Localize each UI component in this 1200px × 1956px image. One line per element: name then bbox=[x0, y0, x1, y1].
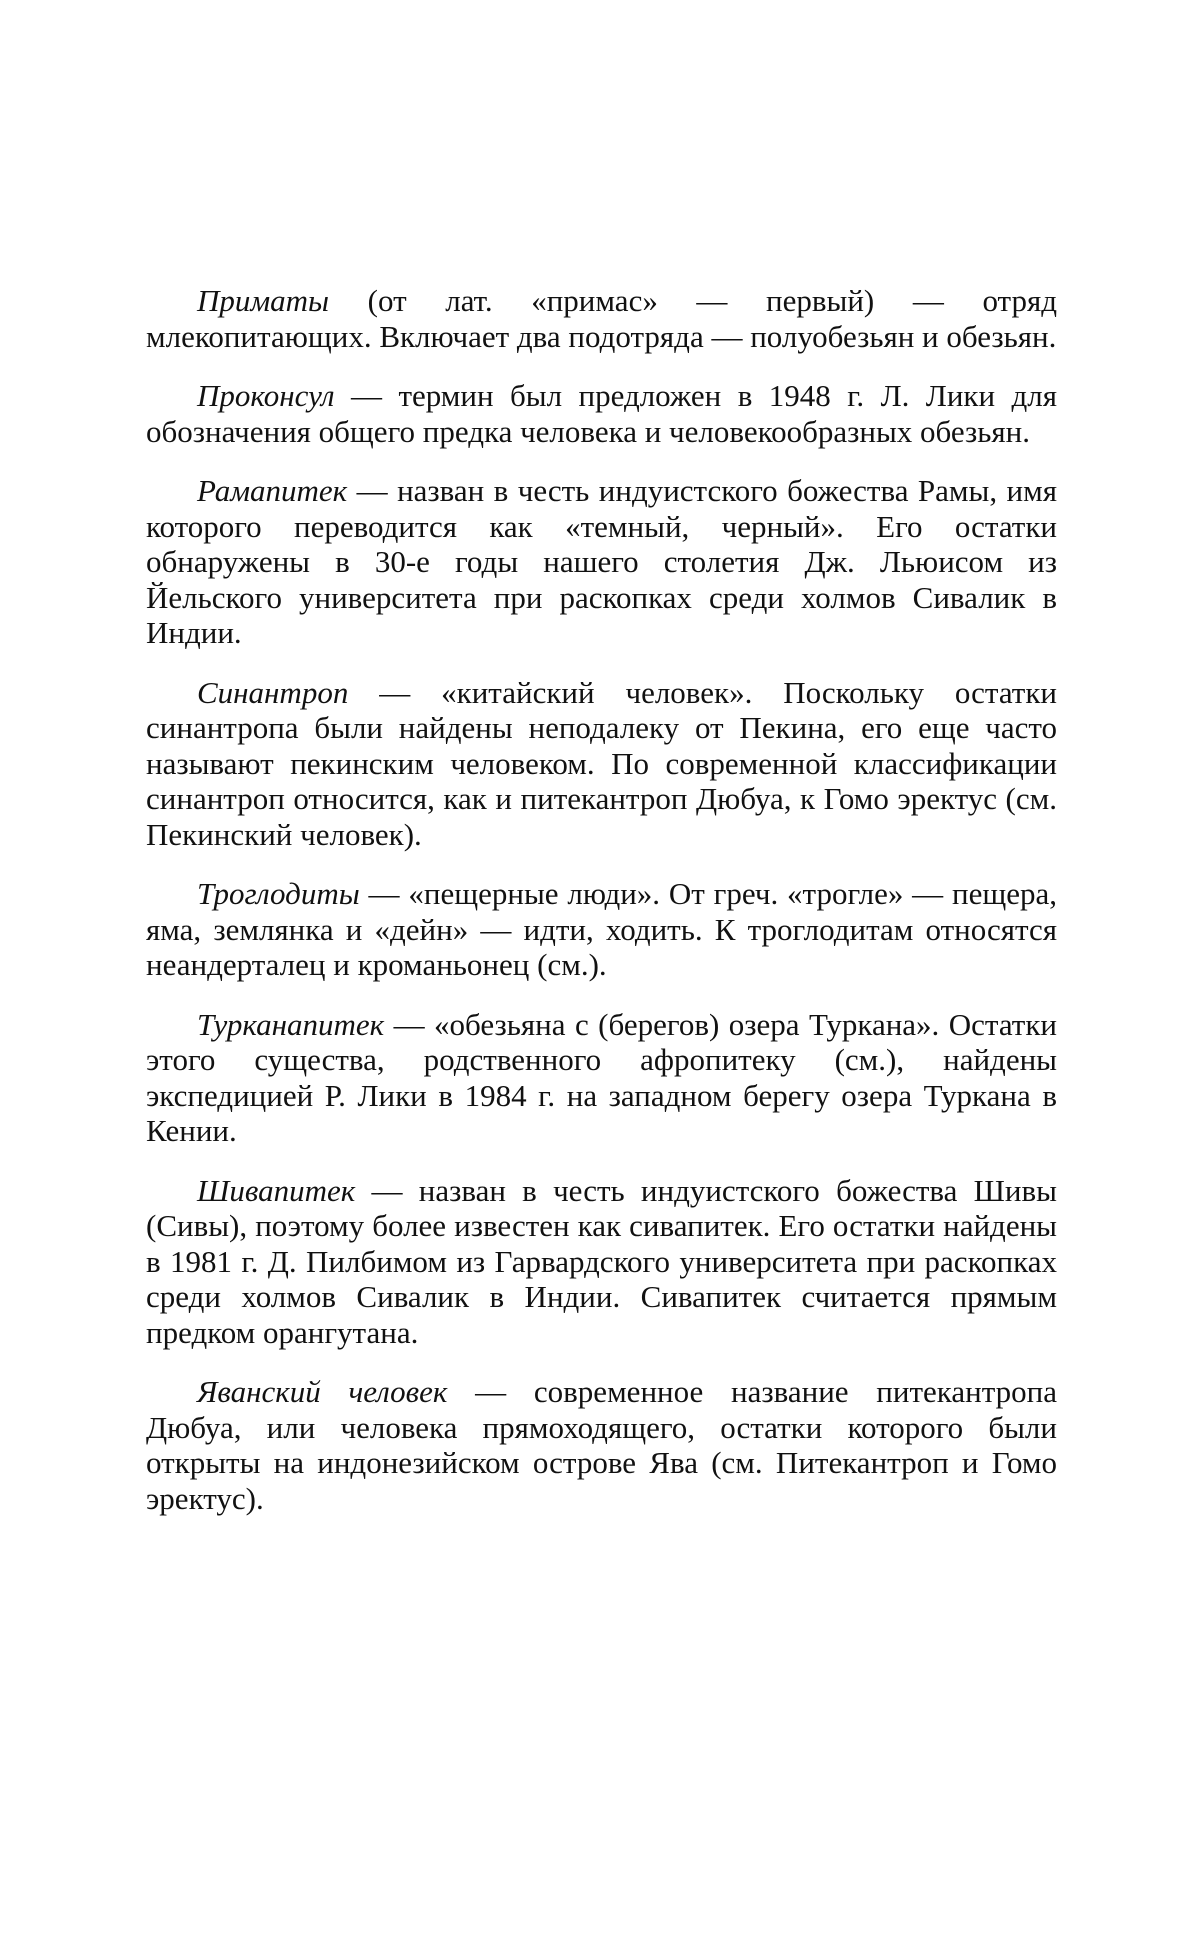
glossary-entry-troglodytes bbox=[146, 876, 1057, 983]
glossary-entry-primates bbox=[146, 283, 1057, 354]
glossary-entry-sivapithecus bbox=[146, 1173, 1057, 1351]
entry-definition: (от лат. «примас» — первый) — отряд млекопитающих. Включает два подотряда — полуобезьян и обезьян. bbox=[146, 283, 1057, 354]
glossary-entry-turkanapithecus bbox=[146, 1007, 1057, 1149]
entry-term: Турканапитек bbox=[197, 1006, 385, 1042]
glossary-entry-java-man bbox=[146, 1374, 1057, 1516]
entry-term: Приматы bbox=[197, 283, 330, 318]
entry-term: Рамапитек bbox=[197, 473, 348, 508]
entry-term: Проконсул bbox=[197, 378, 335, 413]
entry-definition: — «обезьяна с (берегов) озера Туркана». Остатки этого существа, родственного афропитеку (см.), найдены экспедицией Р. Лики в 1984 г. на западном берегу озера Туркана в Кении. bbox=[146, 1006, 1057, 1148]
entry-definition: — термин был предложен в 1948 г. Л. Лики для обозначения общего предка человека и человекообразных обезьян. bbox=[146, 378, 1057, 449]
entry-definition: — современное название питекантропа Дюбуа, или человека прямоходящего, остатки которого были открыты на индонезийском острове Ява (см. Питекантроп и Гомо эректус). bbox=[146, 1374, 1057, 1516]
entry-definition: — назван в честь индуистского божества Шивы (Сивы), поэтому более известен как сивапитек. Его остатки найдены в 1981 г. Д. Пилбимом из Гарвардского университета при раскопках среди холмов Сивалик в Индии. Сивапитек считается прямым предком орангутана. bbox=[146, 1172, 1057, 1350]
entry-term: Троглодиты bbox=[197, 876, 360, 911]
entry-definition: — назван в честь индуистского божества Рамы, имя которого переводится как «темный, черный». Его остатки обнаружены в 30-е годы нашего столетия Дж. Льюисом из Йельского университета при раскопках среди холмов Сивалик в Индии. bbox=[146, 473, 1057, 650]
glossary-entry-proconsul bbox=[146, 378, 1057, 449]
entry-term: Яванский человек bbox=[197, 1374, 448, 1409]
entry-definition: — «китайский человек». Поскольку остатки синантропа были найдены неподалеку от Пекина, его еще часто называют пекинским человеком. По современной классификации синантроп относится, как и питекантроп Дюбуа, к Гомо эректус (см. Пекинский человек). bbox=[146, 674, 1057, 852]
glossary-entry-sinanthropus bbox=[146, 675, 1057, 853]
entry-term: Синантроп bbox=[197, 674, 349, 710]
glossary-page bbox=[146, 283, 1057, 1540]
glossary-entry-ramapithecus bbox=[146, 473, 1057, 651]
entry-definition: — «пещерные люди». От греч. «трогле» — пещера, яма, землянка и «дейн» — идти, ходить. К троглодитам относятся неандерталец и кроманьонец (см.). bbox=[146, 876, 1057, 982]
entry-term: Шивапитек bbox=[197, 1172, 356, 1208]
